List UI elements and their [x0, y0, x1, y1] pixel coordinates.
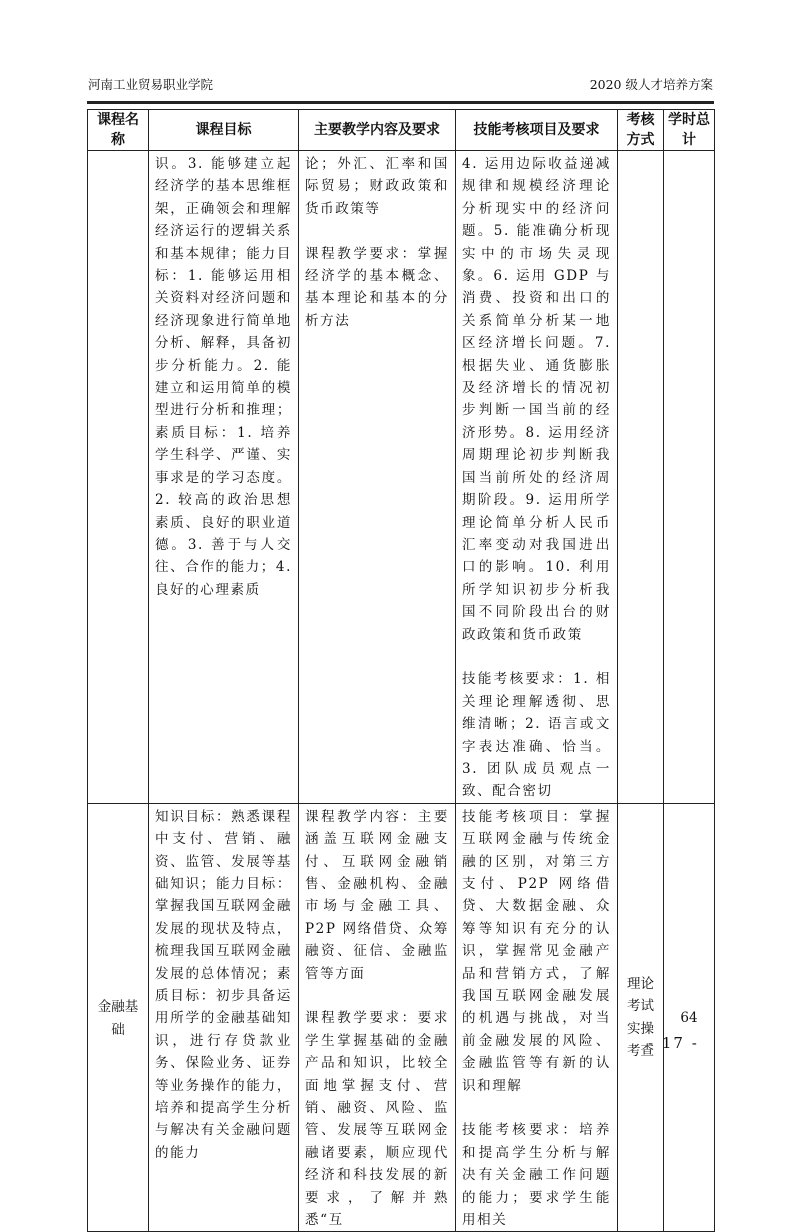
course-name-cell — [88, 151, 149, 804]
header-document-title: 2020 级人才培养方案 — [589, 77, 713, 92]
skills-items: 4. 运用边际收益递减规律和规模经济理论分析现实中的经济问题。5. 能准确分析现实中的市场失灵现象。6. 运用 GDP 与消费、投资和出口的关系简单分析某一地区经济增长问题。7. 根据失业、通货膨胀及经济增长的情况初步判断一国当前的经济形势。8. 运用经济周期理论初步判断我国当前所处的经济周期阶段。9. 运用所学理论简单分析人民币汇率变动对我国进出口的影响。10. 利用所学知识初步分析我国不同阶段出台的财政政策和货币政策 — [462, 156, 611, 643]
content-cell — [299, 151, 456, 804]
table-row — [88, 151, 715, 804]
content-paragraph: 论；外汇、汇率和国际贸易；财政政策和货币政策等 — [305, 156, 449, 217]
page-number: - 17 - — [648, 1034, 699, 1052]
assessment-cell: 理论考试实操考查 — [618, 803, 664, 1232]
col-header-hours: 学时总计 — [664, 110, 715, 151]
content-requirements: 课程教学要求：要求学生掌握基础的金融产品和知识，比较全面地掌握支付、营销、融资、风险、监管、发展等互联网金融诸要素，顺应现代经济和科技发展的新要求，了解并熟悉“互 — [305, 1010, 449, 1229]
hours-cell — [664, 151, 715, 804]
course-name-cell: 金融基础 — [88, 803, 149, 1232]
table-row — [88, 803, 715, 1232]
objectives-cell: 知识目标：熟悉课程中支付、营销、融资、监管、发展等基础知识；能力目标：掌握我国互联网金融发展的现状及特点，梳理我国互联网金融发展的总体情况；素质目标：初步具备运用所学的金融基础知识，进行存贷款业务、保险业务、证券等业务操作的能力，培养和提高学生分析与解决有关金融问题的能力 — [149, 803, 299, 1232]
table-header-row — [88, 110, 715, 151]
skills-requirements: 技能考核要求：1. 相关理论理解透彻、思维清晰；2. 语言或文字表达准确、恰当。3. 团队成员观点一致、配合密切 — [462, 671, 611, 800]
col-header-assessment: 考核方式 — [618, 110, 664, 151]
content-cell — [299, 803, 456, 1232]
skills-cell — [456, 151, 618, 804]
header-rule — [87, 101, 714, 104]
header-institution: 河南工业贸易职业学院 — [88, 77, 214, 92]
objectives-cell: 识。3. 能够建立起经济学的基本思维框架，正确领会和理解经济运行的逻辑关系和基本规律；能力目标：1. 能够运用相关资料对经济问题和经济现象进行简单地分析、解释，具备初步分析能力。2. 能建立和运用简单的模型进行分析和推理；素质目标：1. 培养学生科学、严谨、实事求是的学习态度。2. 较高的政治思想素质、良好的职业道德。3. 善于与人交往、合作的能力；4. 良好的心理素质 — [149, 151, 299, 804]
col-header-content: 主要教学内容及要求 — [299, 110, 456, 151]
skills-cell — [456, 803, 618, 1232]
content-paragraph: 课程教学内容：主要涵盖互联网金融支付、互联网金融销售、金融机构、金融市场与金融工具、P2P 网络借贷、众筹融资、征信、金融监管等方面 — [305, 808, 449, 982]
col-header-objectives: 课程目标 — [149, 110, 299, 151]
assessment-cell — [618, 151, 664, 804]
content-requirements: 课程教学要求：掌握经济学的基本概念、基本理论和基本的分析方法 — [305, 245, 449, 329]
skills-items: 技能考核项目：掌握互联网金融与传统金融的区别，对第三方支付、P2P 网络借贷、大数据金融、众筹等知识有充分的认识，掌握常见金融产品和营销方式，了解我国互联网金融发展的机遇与挑战，对当前金融发展的风险、金融监管等有新的认识和理解 — [462, 808, 611, 1094]
col-header-skills: 技能考核项目及要求 — [456, 110, 618, 151]
hours-cell: 64 — [664, 803, 715, 1232]
skills-requirements: 技能考核要求：培养和提高学生分析与解决有关金融工作问题的能力；要求学生能用相关 — [462, 1122, 611, 1229]
col-header-course-name: 课程名称 — [88, 110, 149, 151]
curriculum-table — [87, 109, 715, 1232]
